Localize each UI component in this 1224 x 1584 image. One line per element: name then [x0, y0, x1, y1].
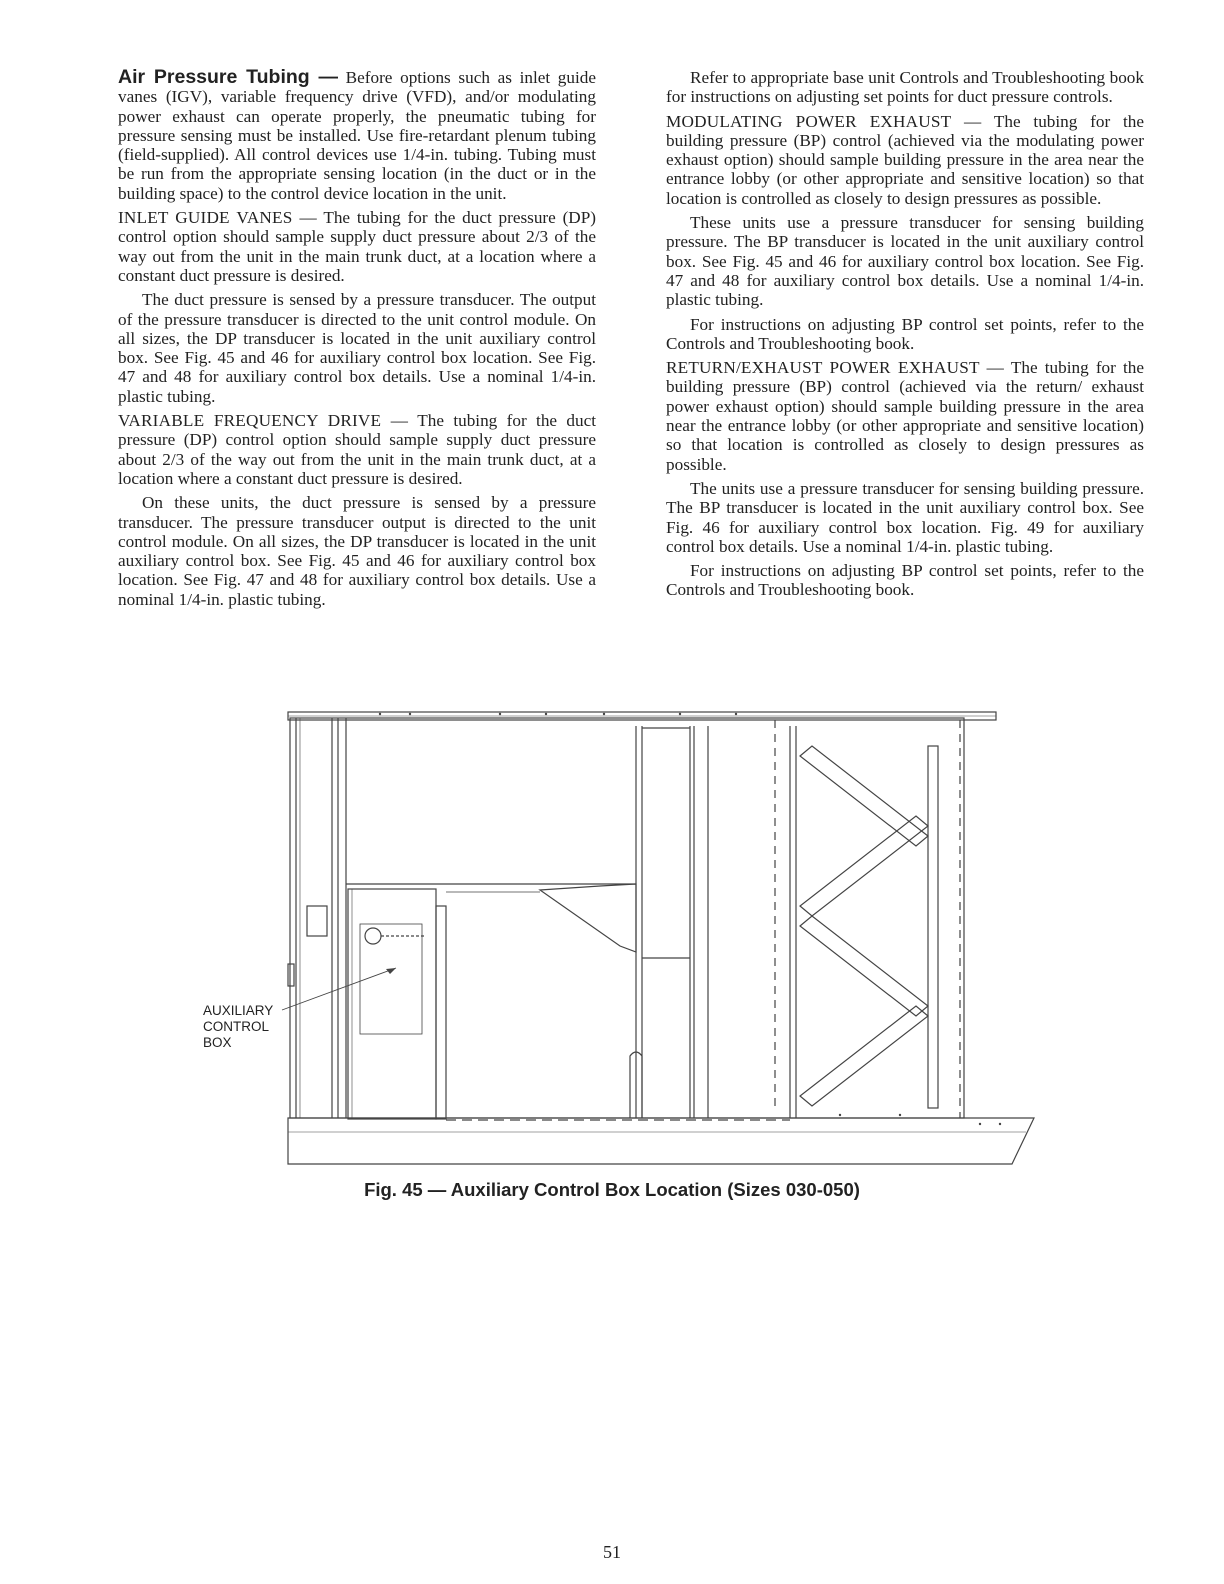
modulating-power-exhaust-heading: MODULATING POWER EXHAUST —: [666, 111, 982, 131]
unit-drawing: [200, 706, 1040, 1171]
variable-frequency-drive-paragraph: [118, 411, 596, 488]
modulating-power-exhaust-paragraph: [666, 112, 1144, 208]
inlet-guide-vanes-heading: INLET GUIDE VANES —: [118, 208, 317, 228]
variable-frequency-drive-heading: VARIABLE FREQUENCY DRIVE —: [118, 411, 409, 431]
variable-frequency-drive-text: The tubing for the duct pressure (DP) control option should sample supply duct pressure about 2/3 of the way out from the unit in the main trunk duct, at a location where a constant duct pressure is desired.: [118, 411, 597, 488]
air-pressure-tubing-paragraph: [118, 68, 596, 203]
callout-line-2: CONTROL: [203, 1019, 270, 1034]
bp-transducer-paragraph-2: The units use a pressure transducer for sensing building pressure. The BP transducer is located in the unit auxiliary control box. See Fig. 46 for auxiliary control box location. Fig. 49 for auxiliary control box details. Use a nominal 1/4-in. plastic tubing.: [666, 478, 1144, 556]
air-pressure-tubing-text: Before options such as inlet guide vanes (IGV), variable frequency drive (VFD), and/or modulating power exhaust can operate properly, the pneumatic tubing for pressure sensing must be installed. Use fire-retardant plenum tubing (field-supplied). All control devices use 1/4-in. tubing. Tubing must be run from the appropriate sensing location (in the duct or in the building space) to the control device location in the unit.: [118, 68, 596, 203]
return-exhaust-text: The tubing for the building pressure (BP) control (achieved via the return/ exhaust power exhaust option) should sample building pressure in the area near the entrance lobby (or other appropriate and sensitive location) so that location is controlled as closely to design pressures as possible.: [666, 358, 1144, 474]
damper-3: [800, 916, 928, 1016]
page-number: 51: [603, 1542, 621, 1562]
bp-transducer-paragraph: These units use a pressure transducer for sensing building pressure. The BP transducer is located in the unit auxiliary control box. See Fig. 45 and 46 for auxiliary control box location. See Fig. 47 and 48 for auxiliary control box details. Use a nominal 1/4-in. plastic tubing.: [666, 213, 1144, 310]
damper-4: [800, 1006, 928, 1106]
modulating-power-exhaust-text: The tubing for the building pressure (BP) control (achieved via the modulating power exhaust option) should sample building pressure in the area near the entrance lobby (or other appropriate and sensitive location) so that location is controlled as closely to design pressures as possible.: [666, 111, 1145, 208]
air-pressure-tubing-heading: Air Pressure Tubing —: [118, 66, 338, 88]
figure-caption: Fig. 45 — Auxiliary Control Box Location (Sizes 030-050): [364, 1179, 860, 1200]
bp-set-points-paragraph-2: For instructions on adjusting BP control set points, refer to the Controls and Troubleshooting book.: [666, 561, 1144, 600]
base-rail: [288, 1118, 1034, 1164]
right-column: [666, 68, 1144, 605]
callout-line-3: BOX: [203, 1035, 232, 1050]
left-column: [118, 68, 596, 614]
inlet-guide-vanes-paragraph: [118, 208, 596, 285]
set-points-paragraph: Refer to appropriate base unit Controls and Troubleshooting book for instructions on adjusting set points for duct pressure controls.: [666, 68, 1144, 107]
inlet-guide-vanes-text: The tubing for the duct pressure (DP) control option should sample supply duct pressure about 2/3 of the way out from the unit in the main trunk duct, at a location where a constant duct pressure is desired.: [118, 208, 596, 285]
figure-45: [200, 706, 1040, 1171]
left-component: [307, 906, 327, 936]
dp-transducer-paragraph: On these units, the duct pressure is sensed by a pressure transducer. The pressure transducer output is directed to the unit control module. On all sizes, the DP transducer is located in the unit auxiliary control box. See Fig. 45 and 46 for auxiliary control box location. See Fig. 47 and 48 for auxiliary control box details. Use a nominal 1/4-in. plastic tubing.: [118, 493, 596, 609]
auxiliary-control-box-callout: [203, 1003, 273, 1051]
return-exhaust-heading: RETURN/EXHAUST POWER EXHAUST —: [666, 358, 1005, 378]
unit-cabinet: [290, 718, 964, 1118]
duct-pressure-paragraph: The duct pressure is sensed by a pressure transducer. The output of the pressure transducer is directed to the unit control module. On all sizes, the DP transducer is located in the unit auxiliary control box. See Fig. 45 and 46 for auxiliary control box location. See Fig. 47 and 48 for auxiliary control box details. Use a nominal 1/4-in. plastic tubing.: [118, 290, 596, 406]
damper-1: [800, 746, 928, 846]
bp-set-points-paragraph: For instructions on adjusting BP control set points, refer to the Controls and Troubleshooting book.: [666, 314, 1144, 353]
damper-2: [800, 816, 928, 916]
return-exhaust-paragraph: [666, 358, 1144, 474]
callout-line-1: AUXILIARY: [203, 1003, 274, 1018]
callout-leader: [282, 968, 396, 1010]
auxiliary-control-box: [348, 889, 436, 1119]
